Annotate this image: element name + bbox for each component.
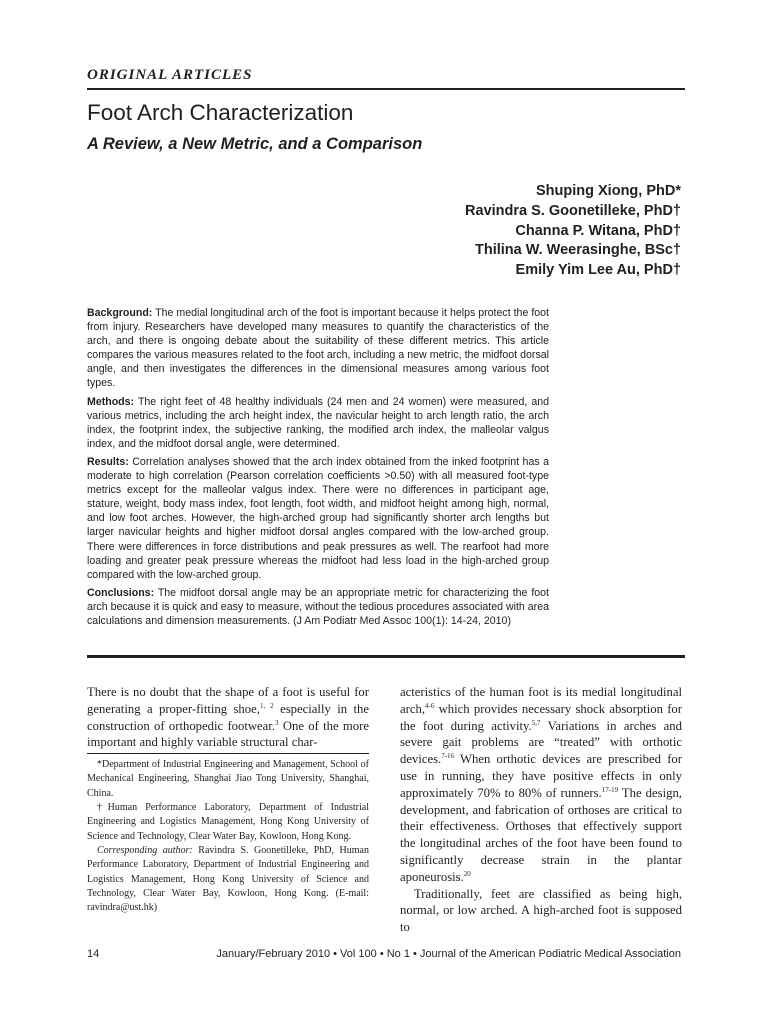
- corresponding-author-label: Corresponding author:: [97, 844, 193, 856]
- abstract-conclusions-label: Conclusions:: [87, 586, 155, 599]
- author: Thilina W. Weerasinghe, BSc†: [474, 242, 681, 259]
- footnotes: [87, 758, 369, 915]
- abstract-conclusions: [87, 586, 549, 628]
- body-text: There is no doubt that the shape of a foot is useful for generating a proper-fitting shoe,: [87, 685, 369, 716]
- abstract-methods-text: The right feet of 48 healthy individuals (24 men and 24 women) were measured, and various metrics, including the arch height index, the navicular height to arch length ratio, the arch index, the footprint index, the subjective ranking, the modified arch index, the malleolar valgus index, and the midfoot dorsal angle, were determined.: [87, 395, 549, 450]
- author: Channa P. Witana, PhD†: [515, 222, 681, 239]
- body-paragraph: [400, 684, 682, 886]
- author: Emily Yim Lee Au, PhD†: [515, 262, 681, 279]
- abstract-background-label: Background:: [87, 307, 153, 319]
- article-title: Foot Arch Characterization: [87, 100, 354, 125]
- citation: 4-6: [425, 701, 435, 710]
- citation: 3: [275, 718, 279, 727]
- footnote-rule: [87, 753, 369, 754]
- body-text: Variations in arches and severe gait problems are “treated” with orthotic devices.: [400, 718, 682, 767]
- section-label: ORIGINAL ARTICLES: [87, 67, 253, 83]
- citation: 17-19: [601, 785, 619, 794]
- author: Ravindra S. Goonetilleke, PhD†: [465, 202, 681, 219]
- top-rule: [87, 88, 685, 90]
- abstract-methods: [87, 395, 549, 451]
- abstract-results-label: Results:: [87, 455, 129, 468]
- section-divider: [87, 655, 685, 658]
- corresponding-author-text: Ravindra S. Goonetilleke, PhD, Human Performance Laboratory, Department of Industrial Engineering and Logistics Management, Hong Kong University of Science and Technology, Clear Water Bay, Kowloon, Hong Kong. (E-mail: ravindra@ust.hk): [87, 844, 369, 914]
- abstract-conclusions-text: The midfoot dorsal angle may be an appropriate metric for characterizing the foot arch because it is quick and easy to measure, without the tedious procedures associated with area calculations and dimension measurements. (J Am Podiatr Med Assoc 100(1): 14-24, 2010): [87, 586, 549, 627]
- abstract-results-text: Correlation analyses showed that the arch index obtained from the inked footprint has a moderate to high correlation (Pearson correlation coefficients >0.50) with all measured foot-type metrics except for the malleolar valgus index. There were no differences in participant age, stature, weight, body mass index, foot length, foot width, and midfoot height among high, normal, and low foot arches. However, the high-arched group had significantly shorter arch lengths but larger navicular heights and higher midfoot dorsal angles compared with the low-arched group. There were differences in force distributions and peak pressures as well. The rearfoot had more loading and greater peak pressure whereas the midfoot had less load in the high-arched group compared with the low-arched group.: [87, 455, 550, 581]
- body-text: The design, development, and fabrication of orthoses are critical to their effectiveness. Orthoses that effectively support the longitudinal arches of the foot have been found to significantly decrease strain in the plantar aponeurosis.: [400, 785, 682, 884]
- body-column-right: [400, 684, 682, 936]
- abstract: [87, 306, 549, 632]
- citation: 20: [463, 869, 471, 878]
- body-text: When orthotic devices are prescribed for use in running, they have positive effects in only approximately 70% to 80% of runners.: [400, 752, 682, 800]
- body-column-left: [87, 684, 369, 915]
- corresponding-author-footnote: [87, 844, 369, 915]
- body-paragraph: [87, 684, 369, 751]
- abstract-results: [87, 455, 549, 582]
- page-number: 14: [87, 948, 100, 960]
- citation: 5,7: [531, 718, 541, 727]
- body-text: One of the more important and highly variable structural char-: [87, 718, 369, 750]
- body-text: which provides necessary shock absorption for the foot during activity.: [400, 701, 682, 733]
- citation: 7-16: [441, 752, 455, 761]
- body-paragraph: Traditionally, feet are classified as being high, normal, or low arched. A high-arched foot is supposed to: [400, 886, 682, 935]
- author: Shuping Xiong, PhD*: [536, 183, 681, 199]
- journal-footer: January/February 2010 • Vol 100 • No 1 • Journal of the American Podiatric Medical Association: [216, 948, 681, 960]
- author-list: [465, 182, 681, 281]
- citation: 1, 2: [259, 701, 274, 710]
- abstract-background-text: The medial longitudinal arch of the foot is important because it helps protect the foot from injury. Researchers have developed many measures to quantify the characteristics of the arch, and there is ongoing debate about the suitability of these different metrics. This article compares the various measures related to the foot arch, including a new metric, the midfoot dorsal angle, and then investigates the differences in the dimensional measures among various foot types.: [87, 307, 549, 390]
- body-text: acteristics of the human foot is its medial longitudinal arch,: [400, 685, 682, 716]
- body-text: especially in the construction of orthopedic footwear.: [87, 701, 370, 733]
- abstract-background: [87, 306, 549, 391]
- article-subtitle: A Review, a New Metric, and a Comparison: [87, 135, 423, 153]
- affiliation-footnote: †Human Performance Laboratory, Department of Industrial Engineering and Logistics Management, Hong Kong University of Science and Technology, Clear Water Bay, Kowloon, Hong Kong.: [87, 802, 369, 842]
- abstract-methods-label: Methods:: [87, 395, 135, 408]
- affiliation-footnote: *Department of Industrial Engineering and Management, School of Mechanical Engineering, Shanghai Jiao Tong University, Shanghai, China.: [87, 759, 369, 799]
